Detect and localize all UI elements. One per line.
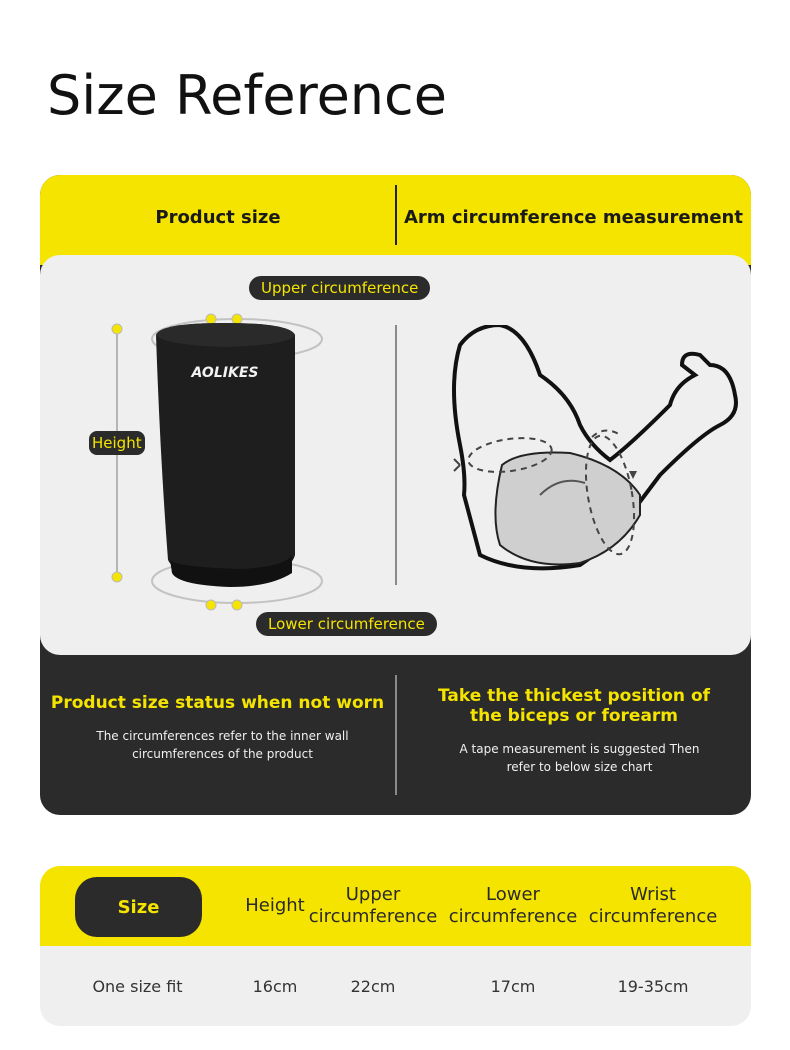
cell-upper-circumference: 22cm bbox=[350, 976, 396, 996]
not-worn-heading: Product size status when not worn bbox=[50, 693, 385, 713]
size-header-pill: Size bbox=[75, 877, 202, 937]
card-bottom-info bbox=[40, 655, 751, 815]
header-lower-circumference: Lower circumference bbox=[448, 884, 578, 927]
size-table-header bbox=[40, 866, 751, 946]
header-wrist-circumference: Wrist circumference bbox=[588, 884, 718, 927]
measurement-heading: Take the thickest position of the biceps or forearm bbox=[437, 686, 711, 726]
not-worn-info bbox=[40, 655, 395, 763]
page-title: Size Reference bbox=[47, 64, 447, 127]
cell-wrist-circumference: 19-35cm bbox=[617, 976, 689, 996]
brand-logo-text: AOLIKES bbox=[191, 365, 259, 381]
measurement-info bbox=[397, 655, 751, 776]
size-reference-card bbox=[40, 175, 751, 815]
header-height: Height bbox=[245, 895, 305, 916]
card-header bbox=[40, 175, 751, 265]
header-product-size: Product size bbox=[155, 206, 281, 228]
not-worn-text: The circumferences refer to the inner wall circumferences of the product bbox=[96, 729, 349, 761]
cell-size: One size fit bbox=[92, 976, 183, 996]
arm-illustration-icon bbox=[420, 325, 750, 605]
measurement-text: A tape measurement is suggested Then refer to below size chart bbox=[459, 742, 700, 774]
sleeve-illustration-icon bbox=[100, 305, 360, 625]
lower-circumference-label: Lower circumference bbox=[256, 612, 437, 636]
height-label: Height bbox=[89, 431, 145, 455]
illustration-divider bbox=[395, 325, 397, 585]
size-table bbox=[40, 866, 751, 1026]
cell-lower-circumference: 17cm bbox=[490, 976, 536, 996]
illustration-panel bbox=[40, 255, 751, 655]
upper-circumference-label: Upper circumference bbox=[249, 276, 430, 300]
cell-height: 16cm bbox=[252, 976, 298, 996]
header-arm-measurement: Arm circumference measurement bbox=[404, 206, 743, 228]
header-upper-circumference: Upper circumference bbox=[308, 884, 438, 927]
